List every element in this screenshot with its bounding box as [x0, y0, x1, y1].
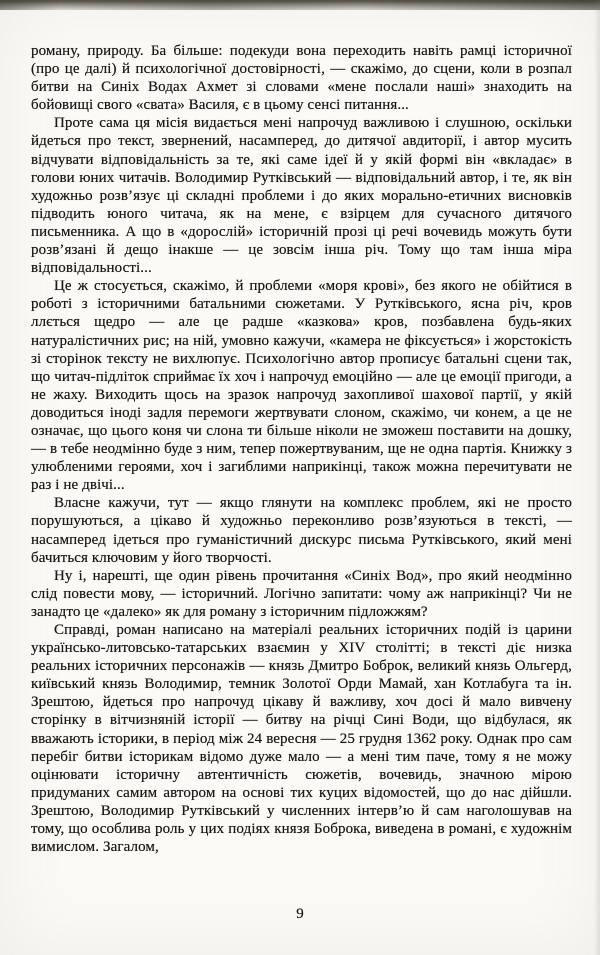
page-text: [31, 42, 572, 856]
scan-side-artifact: [594, 0, 600, 955]
paragraph: Ну і, нарешті, ще один рівень прочитання «Синіх Вод», про який неодмінно слід повести мову, — історичний. Логічно запитати: чому аж наприкінці? Чи не занадто це «далеко» як для роману з історичним підложжям?: [31, 567, 572, 620]
paragraph: Справді, роман написано на матеріалі реальних історичних подій із царини українсько-литовсько-татарських взаємин у XIV столітті; в тексті діє низка реальних історичних персонажів — князь Дмитро Боброк, великий князь Ольгерд, київський князь Володимир, темник Золотої Орди Мамай, хан Котлабуга та ін. Зрештою, йдеться про напрочуд цікаву й важливу, хоч досі й мало вивчену сторінку в вітчизняній історії — битву на річці Сині Води, що відбулася, як вважають історики, в період між 24 вересня — 25 грудня 1362 року. Однак про сам перебіг битви історикам відомо дуже мало — а мені тим паче, тому я не можу оцінювати історичну автентичність сюжетів, вочевидь, значною мірою придуманих самим автором на основі тих куцих відомостей, що до нас дійшли. Зрештою, Володимир Рутківський у численних інтерв’ю й сам наголошував на тому, що особлива роль у цих подіях князя Боброка, виведена в романі, є художнім вимислом. Загалом,: [31, 622, 572, 856]
paragraph: Це ж стосується, скажімо, й проблеми «моря крові», без якого не обійтися в роботі з історичними батальними сюжетами. У Рутківського, ясна річ, кров ллється щедро — але це радше «казкова» кров, позбавлена будь-яких натуралістичних рис; на ній, умовно кажучи, «камера не фіксується» і жорстокість зі сторінок тексту не вихлюпує. Психологічно автор прописує батальні сцени так, що читач-підліток сприймає їх хоч і напрочуд емоційно — але це емоції пригоди, а не жаху. Виходить щось на зразок напрочуд захопливої шахової партії, у якій доводиться іноді задля перемоги жертвувати слоном, скажімо, чи конем, а це не означає, що цього коня чи слона ти більше ніколи не зможеш поставити на дошку, — в тебе неодмінно буде з ним, тепер пожертвуваним, ще не одна партія. Книжку з улюбленими героями, хоч і загиблими наприкінці, також можна перечитувати не раз і не двічі...: [31, 278, 572, 494]
scan-edge-artifact: [0, 0, 600, 10]
paragraph: роману, природу. Ба більше: подекуди вона переходить навіть рамці історичної (про це далі) й психологічної достовірності, — скажімо, до сцени, коли в розпал битви на Синіх Водах Ахмет зі словами «мене послали наші» знаходить на бойовищі свого «свата» Василя, є в цьому сенсі питання...: [31, 43, 572, 114]
page-number: 9: [296, 906, 304, 922]
paragraph: Власне кажучи, тут — якщо глянути на комплекс проблем, які не просто порушуються, а цікаво й художньо переконливо розв’язуються в тексті, — насамперед ідеться про гуманістичний дискурс письма Рутківського, який мені бачиться ключовим у його творчості.: [31, 495, 572, 566]
paragraph: Проте сама ця місія видається мені напрочуд важливою і слушною, оскільки йдеться про текст, звернений, насамперед, до дитячої авдиторії, і автор мусить відчувати відповідальність за те, які саме ідеї й у якій формі він «вкладає» в голови юних читачів. Володимир Рутківський — відповідальний автор, і те, як він художньо розв’язує ці складні проблеми і до яких морально-етичних висновків підводить юного читача, як на мене, є взірцем для сучасного дитячого письменника. А що в «дорослій» історичній прозі ці речі вочевидь можуть бути розв’язані й дещо інакше — це зовсім інша річ. Тому що там інша міра відповідальності...: [31, 115, 572, 277]
